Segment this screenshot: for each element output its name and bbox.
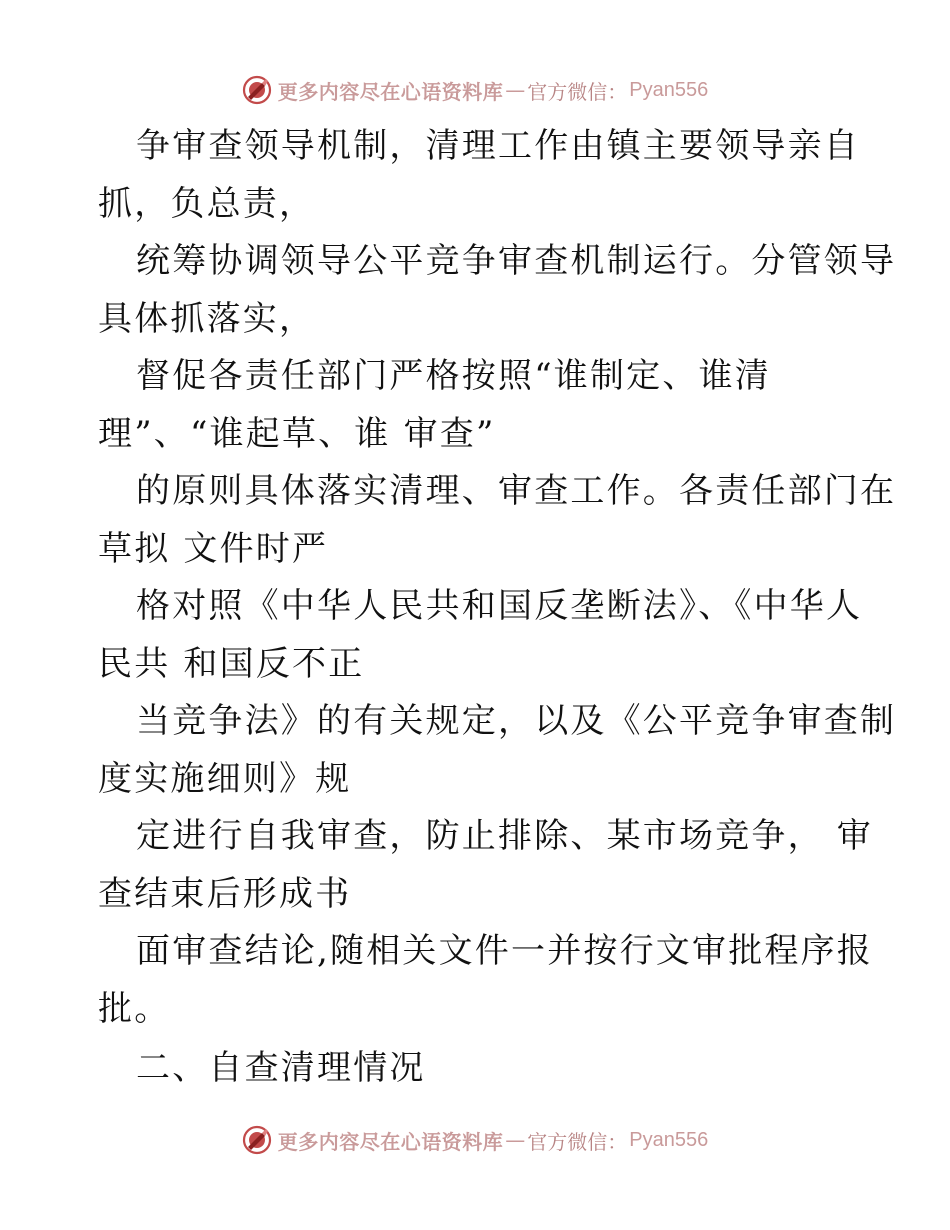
body-line	[98, 808, 874, 866]
body-line-text: 理”、“谁起草、谁 审查”	[98, 413, 496, 454]
body-line	[98, 981, 858, 1039]
banner-main-text: 更多内容尽在心语资料库	[277, 1129, 504, 1154]
body-line-text: 抓，负总责，	[98, 183, 316, 224]
body-line	[98, 406, 858, 464]
body-line-text: 批。	[98, 988, 171, 1029]
body-line	[98, 521, 858, 579]
body-line	[98, 463, 897, 521]
body-line-text: 督促各责任部门严格按照“谁制定、谁清	[136, 356, 771, 396]
pen-logo-icon	[242, 75, 272, 105]
body-line	[98, 176, 858, 234]
body-line	[98, 693, 897, 751]
body-line	[98, 636, 858, 694]
pen-logo-icon	[242, 1125, 272, 1155]
body-line	[98, 118, 858, 176]
banner-main-text: 更多内容尽在心语资料库	[277, 79, 504, 104]
body-line-text: 度实施细则》规	[98, 758, 352, 799]
body-line-text: 具体抓落实，	[98, 298, 316, 339]
banner-official-label: 官方微信：	[527, 1129, 628, 1154]
body-line-text: 的原则具体落实清理、审查工作。各责任部门在	[136, 471, 897, 511]
body-line-text: 统筹协调领导公平竞争审查机制运行。分管领导	[136, 241, 897, 281]
section-heading	[98, 1040, 858, 1098]
body-line-text: 定进行自我审查，防止排除、某市场竞争， 审	[136, 816, 874, 856]
body-line-text: 面审查结论,随相关文件一并按行文审批程序报	[136, 931, 874, 971]
banner-official-label: 官方微信：	[527, 79, 628, 104]
section-heading-text: 二、自查清理情况	[136, 1048, 426, 1088]
body-line	[98, 923, 874, 981]
body-line	[98, 866, 858, 924]
body-line	[98, 348, 858, 406]
body-line-text: 当竞争法》的有关规定，以及《公平竞争审查制	[136, 701, 897, 741]
body-line-text: 查结束后形成书	[98, 873, 352, 914]
document-body	[98, 118, 897, 1098]
body-line-text: 争审查领导机制，清理工作由镇主要领导亲自	[136, 126, 860, 166]
body-line	[98, 751, 858, 809]
body-line-text: 格对照《中华人民共和国反垄断法》、《中华人	[136, 586, 863, 626]
banner-dash: —	[505, 1128, 526, 1152]
banner-dash: —	[505, 78, 526, 102]
header-watermark-banner	[0, 70, 950, 110]
banner-wechat-id: Pyan556	[629, 78, 709, 101]
footer-watermark-banner	[0, 1120, 950, 1160]
body-line-text: 民共 和国反不正	[98, 643, 365, 684]
body-line	[98, 291, 858, 349]
body-line	[98, 578, 863, 636]
body-line	[98, 233, 897, 291]
body-line-text: 草拟 文件时严	[98, 528, 329, 569]
banner-wechat-id: Pyan556	[629, 1128, 709, 1151]
